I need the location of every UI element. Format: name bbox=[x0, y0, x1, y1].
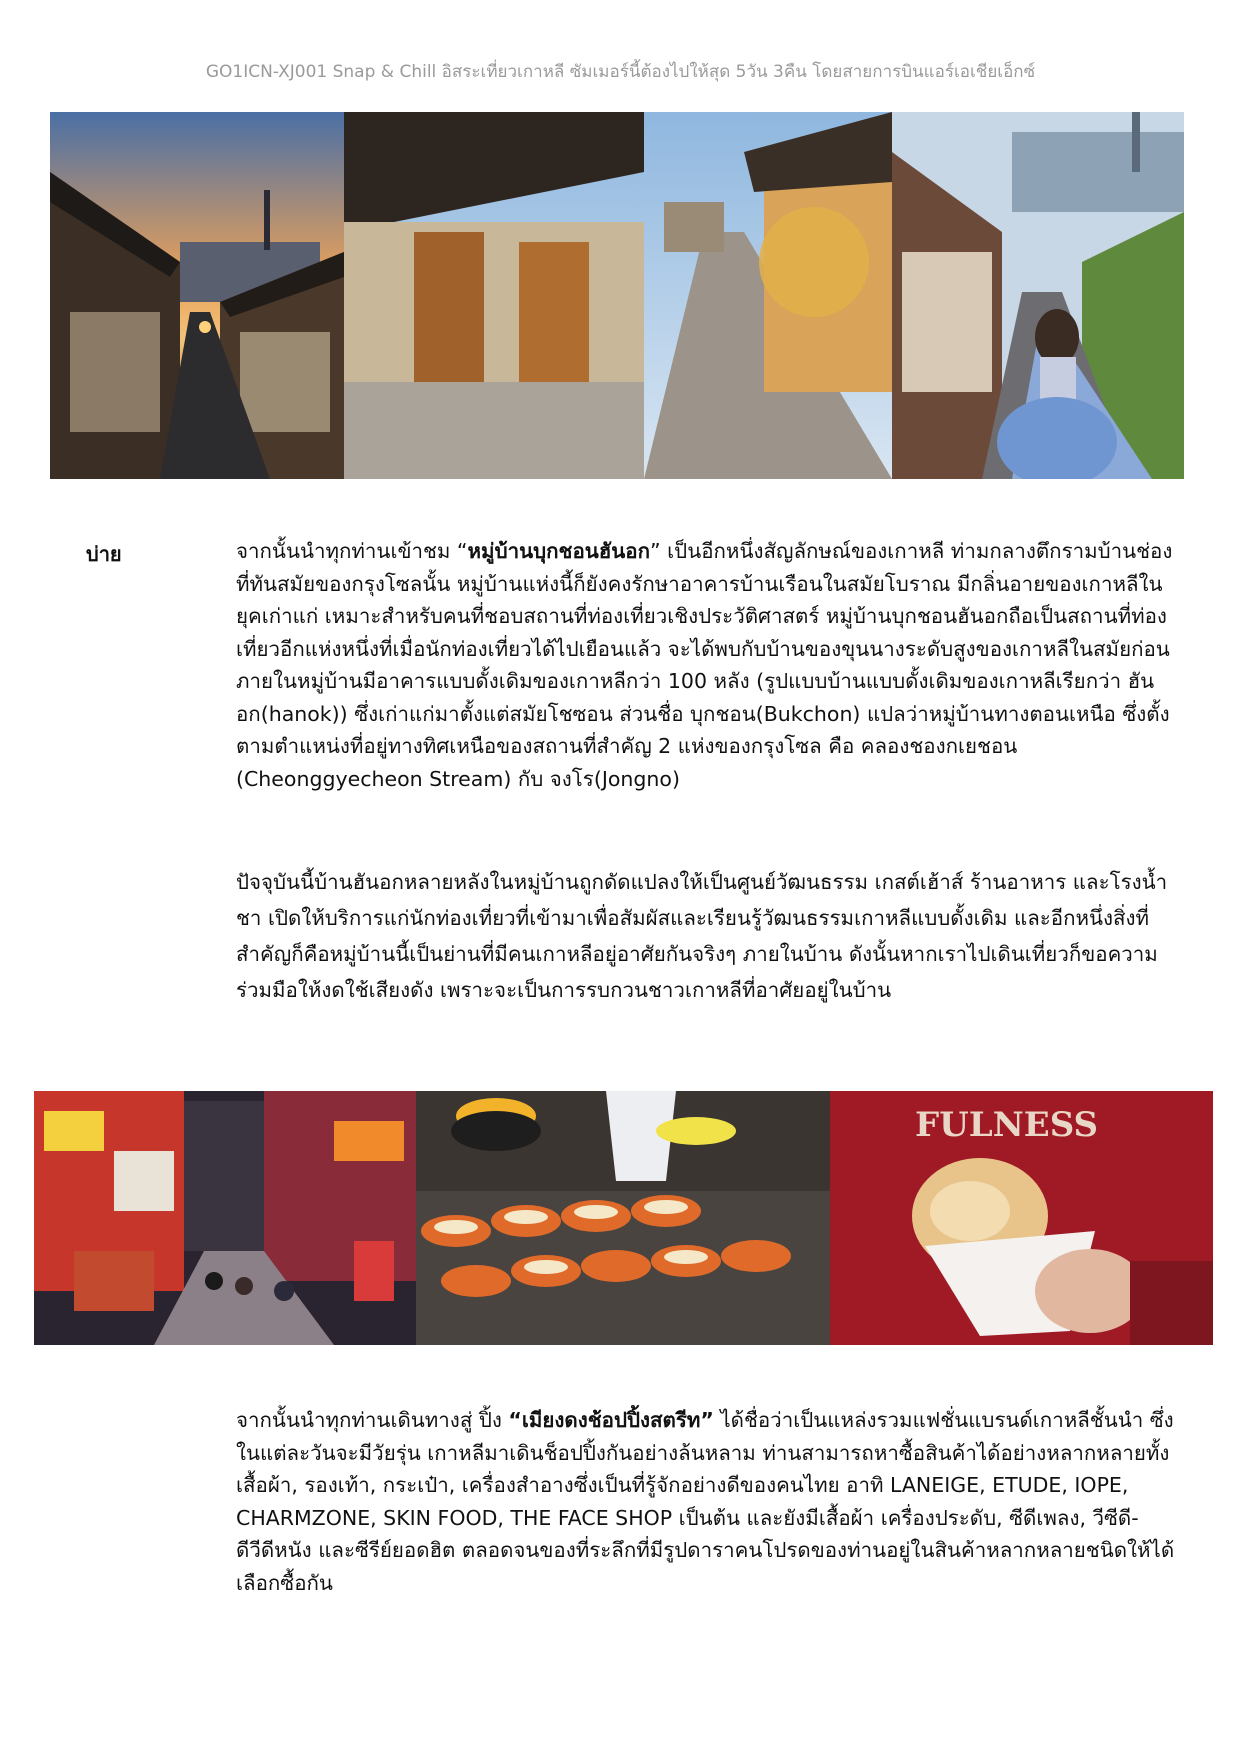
hotteok-pancake-cup-photo bbox=[830, 1091, 1213, 1345]
bukchon-paragraph-1 bbox=[236, 535, 1176, 795]
bukchon-paragraph-2: ปัจจุบันนี้บ้านฮันอกหลายหลังในหมู่บ้านถูกดัดแปลงให้เป็นศูนย์วัฒนธรรม เกสต์เฮ้าส์ ร้านอาหาร และโรงน้ำชา เปิดให้บริการแก่นักท่องเที่ยวที่เข้ามาเพื่อสัมผัสและเรียนรู้วัฒนธรรมเกาหลีแบบดั้งเดิม และอีกหนึ่งสิ่งที่สำคัญก็คือหมู่บ้านนี้เป็นย่านที่มีคนเกาหลีอยู่อาศัยกันจริงๆ ภายในบ้าน ดังนั้นหากเราไปเดินเที่ยวก็ขอความร่วมมือให้งดใช้เสียงดัง เพราะจะเป็นการรบกวนชาวเกาหลีที่อาศัยอยู่ในบ้าน bbox=[236, 870, 1168, 1002]
myeongdong-text-before: จากนั้นนำทุกท่านเดินทางสู่ ปิ้ง bbox=[236, 1408, 509, 1432]
myeongdong-street-name: “เมียงดงช้อปปิ้งสตรีท” bbox=[508, 1408, 714, 1432]
myeongdong-text-after: ได้ชื่อว่าเป็นแหล่งรวมแฟชั่นแบรนด์เกาหลีชั้นนำ ซึ่งในแต่ละวันจะมีวัยรุ่น เกาหลีมาเดินช็อปปิ้งกันอย่างล้นหลาม ท่านสามารถหาซื้อสินค้าได้อย่างหลากหลายทั้งเสื้อผ้า, รองเท้า, กระเป๋า, เครื่องสำอางซึ่งเป็นที่รู้จักอย่างดีของคนไทย อาทิ LANEIGE, ETUDE, IOPE, CHARMZONE, SKIN FOOD, THE FACE SHOP เป็นต้น และยังมีเสื้อผ้า เครื่องประดับ, ซีดีเพลง, วีซีดี-ดีวีดีหนัง และซีรีย์ยอดฮิต ตลอดจนของที่ระลึกที่มีรูปดาราคนโปรดของท่านอยู่ในสินค้าหลากหลายชนิดให้ได้เลือกซื้อกัน bbox=[236, 1408, 1175, 1595]
hanok-wooden-gates-photo bbox=[344, 112, 892, 479]
period-label-afternoon: บ่าย bbox=[86, 542, 122, 566]
bukchon-text-after: ” เป็นอีกหนึ่งสัญลักษณ์ของเกาหลี ท่ามกลางตึกรามบ้านช่องที่ทันสมัยของกรุงโซลนั้น หมู่บ้านแห่งนี้ก็ยังคงรักษาอาคารบ้านเรือนในสมัยโบราณ มีกลิ่นอายของเกาหลีในยุคเก่าแก่ เหมาะสำหรับคนที่ชอบสถานที่ท่องเที่ยวเชิงประวัติศาสตร์ หมู่บ้านบุกชอนฮันอกถือเป็นสถานที่ท่องเที่ยวอีกแห่งหนึ่งที่เมื่อนักท่องเที่ยวได้ไปเยือนแล้ว จะได้พบกับบ้านของขุนนางระดับสูงของเกาหลีในสมัยก่อน ภายในหมู่บ้านมีอาคารแบบดั้งเดิมของเกาหลีกว่า 100 หลัง (รูปแบบบ้านแบบดั้งเดิมของเกาหลีเรียกว่า ฮันอก(hanok)) ซึ่งเก่าแก่มาตั้งแต่สมัยโชซอน ส่วนชื่อ บุกชอน(Bukchon) แปลว่าหมู่บ้านทางตอนเหนือ ซึ่งตั้งตามตำแหน่งที่อยู่ทางทิศเหนือของสถานที่สำคัญ 2 แห่งของกรุงโซล คือ คลองชองกเยชอน (Cheonggyecheon Stream) กับ จงโร(Jongno) bbox=[236, 539, 1173, 791]
myeongdong-paragraph bbox=[236, 1404, 1176, 1599]
myeongdong-street-night-photo bbox=[34, 1091, 416, 1345]
grilled-lobster-street-food-photo bbox=[416, 1091, 830, 1345]
hanbok-woman-alley-photo bbox=[892, 112, 1184, 479]
bukchon-village-name: หมู่บ้านบุกชอนฮันอก bbox=[467, 539, 651, 563]
bukchon-text-before: จากนั้นนำทุกท่านเข้าชม “ bbox=[236, 539, 468, 563]
bukchon-alley-dusk-photo bbox=[50, 112, 344, 479]
page-header: GO1ICN-XJ001 Snap & Chill อิสระเที่ยวเกาหลี ซัมเมอร์นี้ต้องไปให้สุด 5วัน 3คืน โดยสายการบินแอร์เอเชียเอ็กซ์ bbox=[205, 62, 1036, 82]
shirt-print-text: FULNESS bbox=[915, 1105, 1099, 1145]
